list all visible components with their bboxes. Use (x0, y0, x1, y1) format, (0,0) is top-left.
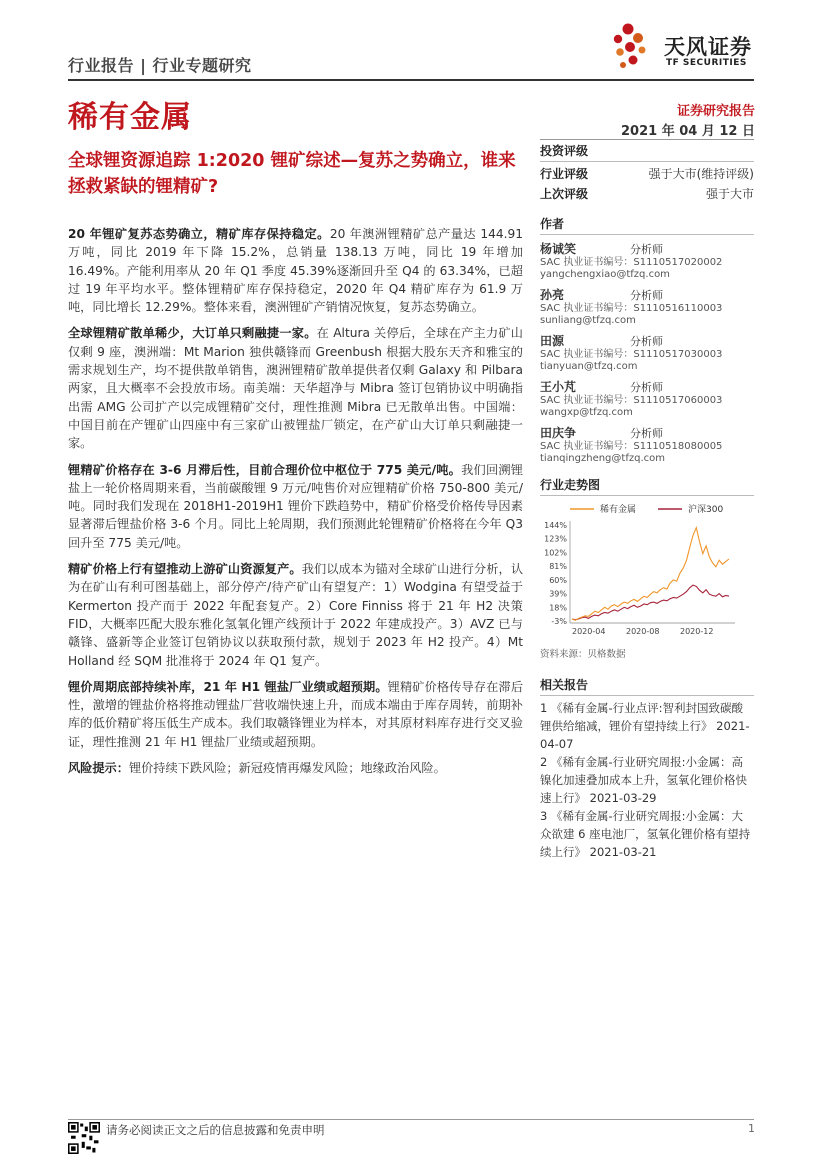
related-date: 2021-03-21 (589, 845, 657, 859)
disclaimer-link[interactable]: 请务必阅读正文之后的信息披露和免责申明 (106, 1123, 325, 1137)
y-tick-label: -3% (551, 617, 567, 626)
sector-title: 稀有金属 (68, 100, 192, 135)
report-title: 全球锂资源追踪 1:2020 锂矿综述—复苏之势确立，谁来拯救紧缺的锂精矿? (68, 151, 516, 197)
y-tick-label: 81% (549, 562, 567, 572)
y-tick-label: 39% (549, 589, 567, 599)
related-title: 《稀有金属-行业点评:智利封国致碳酸锂供给缩减，锂价有望持续上行》 (540, 701, 744, 733)
author-cert: SAC 执业证书编号：S1110516110003 (540, 303, 723, 314)
paragraph-lead: 全球锂精矿散单稀少，大订单只剩融捷一家。 (68, 326, 317, 341)
divider (540, 161, 754, 162)
trend-chart (540, 497, 754, 639)
paragraph-text: 我们回溯锂盐上一轮价格周期来看，当前碳酸锂 9 万元/吨售价对应锂精矿价格 750-800 美元/吨。同时我们发现在 2018H1-2019H1 锂价下跌趋势中，精矿价格受价格传导因素显著滞后锂盐价格 3-6 个月。同比上轮周期，我们预测此轮锂精矿价格将在今年 Q3 回升至 775 美元/吨。 (68, 462, 523, 550)
report-date: 2021 年 04 月 12 日 (621, 124, 755, 139)
paragraph (68, 324, 523, 452)
author-email[interactable]: yangchengxiao@tfzq.com (540, 269, 670, 280)
paragraph-text: 锂精矿价格传导存在滞后性，激增的锂盐价格将推动锂盐厂营收端快速上升，而成本端由于库存周转，前期补库的低价精矿将压低生产成本。我们取赣锋锂业为样本，对其原材料库存进行交叉验证，理性推测 21 年 H1 锂盐厂业绩或超预期。 (68, 679, 524, 749)
author-email[interactable]: sunliang@tfzq.com (540, 315, 636, 326)
chart-source: 资料来源：贝格数据 (540, 649, 626, 660)
header-divider (68, 79, 754, 81)
author-title: 分析师 (630, 289, 663, 302)
divider (540, 234, 754, 235)
y-tick-label: 18% (549, 603, 567, 613)
author-name: 王小芃 (540, 380, 577, 394)
paragraph (68, 461, 523, 552)
x-tick-label: 2020-12 (680, 627, 714, 636)
paragraph (68, 678, 523, 751)
y-tick-label: 144% (544, 521, 567, 530)
qr-code-icon (68, 1122, 100, 1154)
y-tick-label: 123% (544, 534, 567, 544)
report-type: 证券研究报告 (676, 104, 755, 119)
related-date: 2021-03-29 (589, 791, 657, 805)
logo-name: 天风证券 (664, 35, 752, 59)
author-card (540, 424, 754, 465)
author-email[interactable]: tianyuan@tfzq.com (540, 361, 638, 372)
rating-value: 强于大市(维持评级) (648, 167, 754, 181)
paragraph-text: 在 Altura 关停后，全球在产主力矿山仅剩 9 座，澳洲端：Mt Marion 独供赣锋而 Greenbush 根据大股东天齐和雅宝的需求规划生产，均不提供散单销售，澳洲锂精矿散单提供者仅剩 Galaxy 和 Pilbara 两家，且大概率不会投放市场。南美端：天华超净与 Mibra 签订包销协议中明确指出需 AMG 公司扩产以完成锂精矿交付，理性推测 Mibra 已无散单出售。中国端：中国目前在产锂矿山四座中有三家矿山被锂盐厂锁定，在产矿山大订单只剩融捷一家。 (68, 326, 523, 451)
trend-heading: 行业走势图 (540, 478, 601, 492)
legend-label: 沪深300 (688, 505, 724, 515)
paragraph (68, 560, 523, 670)
author-title: 分析师 (630, 427, 663, 440)
author-name: 田庆争 (540, 426, 577, 440)
paragraph-lead: 风险提示： (68, 761, 129, 776)
paragraph-lead: 精矿价格上行有望推动上游矿山资源复产。 (68, 562, 302, 577)
author-title: 分析师 (630, 335, 663, 348)
rating-row (540, 165, 754, 182)
related-num: 3 (540, 809, 548, 823)
author-email[interactable]: wangxp@tfzq.com (540, 407, 633, 418)
related-report[interactable] (540, 699, 754, 753)
paragraph (68, 225, 523, 316)
author-email[interactable]: tianqingzheng@tfzq.com (540, 453, 665, 464)
author-cert: SAC 执业证书编号：S1110517030003 (540, 349, 723, 360)
rating-label: 上次评级 (540, 187, 589, 201)
series-line-csi300 (572, 585, 729, 620)
date-divider (540, 139, 754, 140)
paragraph-text: 我们以成本为锚对全球矿山进行分析，认为在矿山有利可图基础上，部分停产/待产矿山有望复产：1）Wodgina 有望受益于 Kermerton 投产而于 2022 年配套复产。2）Core Finniss 将于 21 年 H2 决策 FID，大概率匹配大股东雅化氢氧化锂产线预计于 2022 年建成投产。3）AVZ 已与赣锋、盛新等企业签订包销协议以获取预付款，规划于 2023 年 H2 投产。4）Mt Holland 经 SQM 批准将于 2024 年 Q1 复产。 (68, 562, 524, 668)
related-report[interactable] (540, 753, 754, 807)
paragraph-lead: 20 年锂矿复苏态势确立，精矿库存保持稳定。 (68, 227, 330, 241)
trend-section (540, 476, 754, 496)
page-number: 1 (748, 1122, 755, 1135)
y-tick-label: 102% (544, 548, 567, 558)
logo-en: TF SECURITIES (666, 58, 747, 68)
footer-divider (68, 1119, 754, 1120)
authors-heading: 作者 (540, 217, 565, 231)
rating-value: 强于大市 (705, 187, 754, 201)
author-name: 孙亮 (540, 288, 565, 302)
risk-paragraph (68, 759, 523, 777)
divider (540, 495, 754, 496)
x-tick-label: 2020-08 (626, 627, 660, 636)
author-name: 田源 (540, 334, 565, 348)
rating-label: 行业评级 (540, 167, 589, 181)
y-tick-label: 60% (549, 575, 567, 585)
related-title: 《稀有金属-行业研究周报:小金属：高镍化加速叠加成本上升，氢氧化锂价格快速上行》 (540, 755, 747, 805)
related-num: 1 (540, 701, 548, 715)
author-title: 分析师 (630, 381, 663, 394)
rating-row (540, 185, 754, 202)
legend-label: 稀有金属 (600, 505, 637, 515)
paragraph-lead: 锂精矿价格存在 3-6 月滞后性，目前合理价位中枢位于 775 美元/吨。 (68, 462, 462, 477)
author-name: 杨诚笑 (540, 242, 577, 256)
rating-section (540, 142, 754, 202)
author-card (540, 332, 754, 373)
author-cert: SAC 执业证书编号：S1110517060003 (540, 395, 723, 406)
paragraph-text: 锂价持续下跌风险；新冠疫情再爆发风险；地缘政治风险。 (128, 761, 446, 776)
related-report[interactable] (540, 807, 754, 861)
author-cert: SAC 执业证书编号：S1110517020002 (540, 257, 723, 268)
report-body (68, 225, 523, 785)
author-card (540, 240, 754, 281)
related-heading: 相关报告 (540, 678, 589, 692)
related-num: 2 (540, 755, 548, 769)
related-title: 《稀有金属-行业研究周报:小金属：大众欲建 6 座电池厂，氢氧化锂价格有望持续上行》 (540, 809, 751, 859)
authors-section (540, 215, 754, 465)
paragraph-text: 20 年澳洲锂精矿总产量达 144.91 万吨，同比 2019 年下降 15.2%，总销量 138.13 万吨，同比 19 年增加 16.49%。产能利用率从 20 年 Q1 季度 45.39%逐渐回升至 Q4 的 63.34%，已超过 19 年平均水平。整体锂精矿库存保持稳定，2020 年 Q4 精矿库存为 61.9 万吨，同比增长 12.29%。整体来看，澳洲锂矿产销情况恢复，复苏态势确立。 (68, 227, 524, 315)
paragraph-lead: 锂价周期底部持续补库，21 年 H1 锂盐厂业绩或超预期。 (68, 679, 388, 694)
author-card (540, 286, 754, 327)
x-tick-label: 2020-04 (572, 627, 606, 636)
series-line-rare-metals (572, 528, 729, 621)
related-section (540, 676, 754, 861)
rating-heading: 投资评级 (540, 144, 589, 158)
author-card (540, 378, 754, 419)
report-category: 行业报告 | 行业专题研究 (68, 56, 252, 75)
divider (540, 695, 754, 696)
author-title: 分析师 (630, 243, 663, 256)
related-date: 2021-04-07 (540, 719, 750, 751)
author-cert: SAC 执业证书编号：S1110518080005 (540, 441, 723, 452)
